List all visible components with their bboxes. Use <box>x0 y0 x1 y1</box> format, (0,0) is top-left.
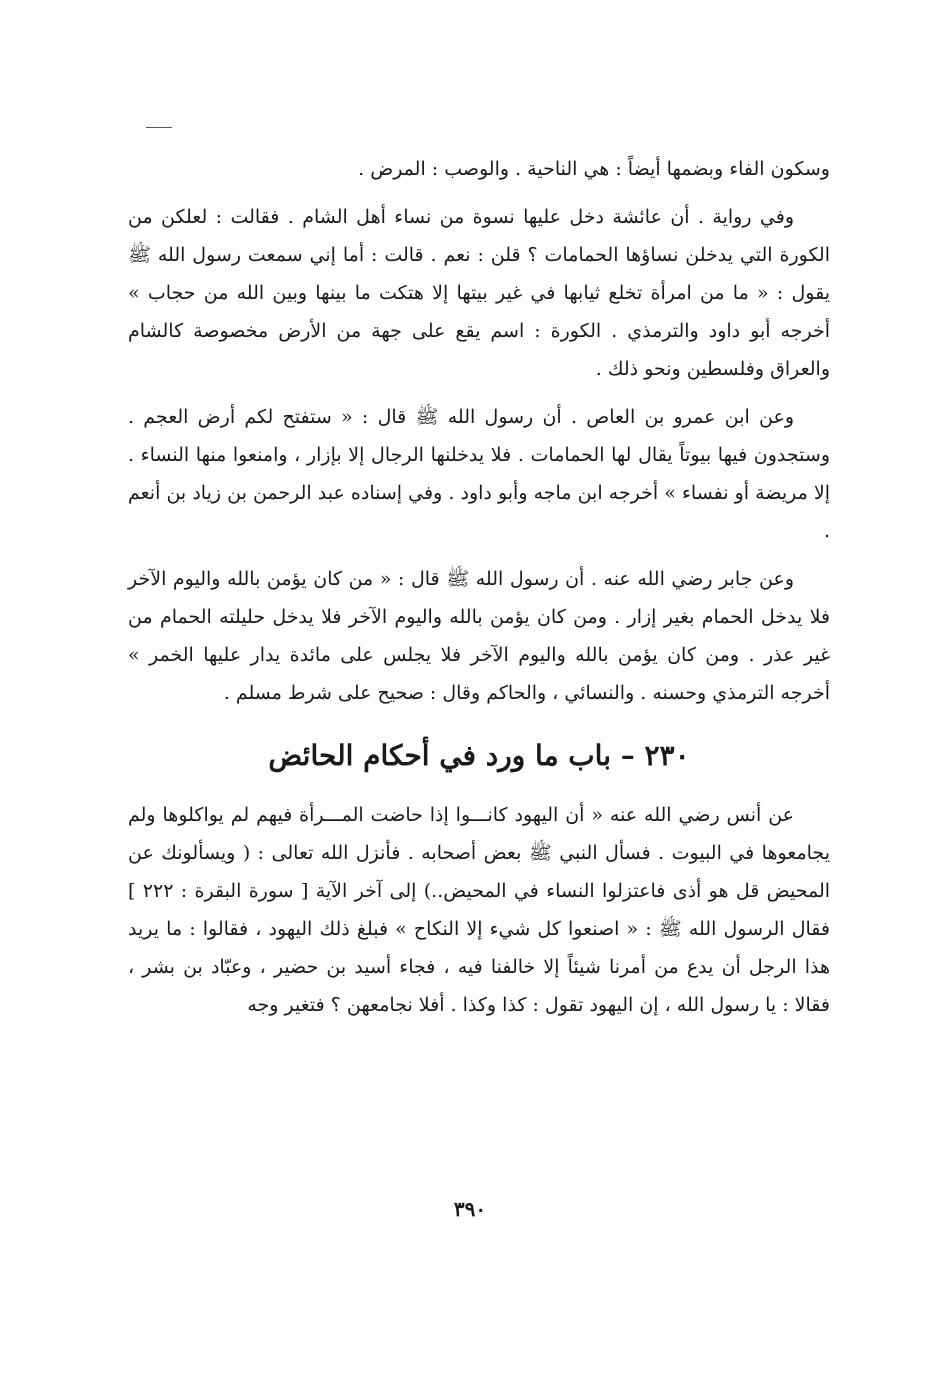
paragraph-continuation: وسكون الفاء وبضمها أيضاً : هي الناحية . والوصب : المرض . <box>358 158 830 180</box>
paragraph-anas: عن أنس رضي الله عنه « أن اليهود كانـــوا إذا حاضت المـــرأة فيهم لم يواكلوها ولم يجامعوها في البيوت . فسأل النبي ﷺ بعض أصحابه . فأنزل الله تعالى : ( ويسألونك عن المحيض قل هو أذى فاعتزلوا النساء في المحيض..) إلى آخر الآية [ سورة البقرة : ٢٢٢ ] فقال الرسول الله ﷺ : « اصنعوا كل شيء إلا النكاح » فبلغ ذلك اليهود ، فقالوا : ما يريد هذا الرجل أن يدع من أمرنا شيئاً إلا خالفنا فيه ، فجاء أسيد بن حضير ، وعبّاد بن بشر ، فقالا : يا رسول الله ، إن اليهود تقول : كذا وكذا . أفلا نجامعهن ؟ فتغير وجه <box>128 804 831 1016</box>
section-heading: ٢٣٠ – باب ما ورد في أحكام الحائض <box>268 739 690 772</box>
page-body <box>128 150 830 1024</box>
paragraph-jabir: وعن جابر رضي الله عنه . أن رسول الله ﷺ قال : « من كان يؤمن بالله واليوم الآخر فلا يدخل الحمام بغير إزار . ومن كان يؤمن بالله واليوم الآخر فلا يدخل حليلته الحمام من غير عذر . ومن كان يؤمن بالله واليوم الآخر فلا يجلس على مائدة يدار عليها الخمر » أخرجه الترمذي وحسنه . والنسائي ، والحاكم وقال : صحيح على شرط مسلم . <box>128 568 830 704</box>
paragraph-ibn-amr: وعن ابن عمرو بن العاص . أن رسول الله ﷺ قال : « ستفتح لكم أرض العجم . وستجدون فيها بيوتاً يقال لها الحمامات . فلا يدخلنها الرجال إلا بإزار ، وامنعوا منها النساء . إلا مريضة أو نفساء » أخرجه ابن ماجه وأبو داود . وفي إسناده عبد الرحمن بن زياد بن أنعم . <box>128 406 830 542</box>
paragraph-aisha: وفي رواية . أن عائشة دخل عليها نسوة من نساء أهل الشام . فقالت : لعلكن من الكورة التي يدخلن نساؤها الحمامات ؟ قلن : نعم . قالت : أما إني سمعت رسول الله ﷺ يقول : « ما من امرأة تخلع ثيابها في غير بيتها إلا هتكت ما بينها وبين الله من حجاب » أخرجه أبو داود والترمذي . الكورة : اسم يقع على جهة من الأرض مخصوصة كالشام والعراق وفلسطين ونحو ذلك . <box>128 206 830 380</box>
page-number: ٣٩٠ <box>453 1197 487 1221</box>
footnote-divider <box>146 127 172 128</box>
